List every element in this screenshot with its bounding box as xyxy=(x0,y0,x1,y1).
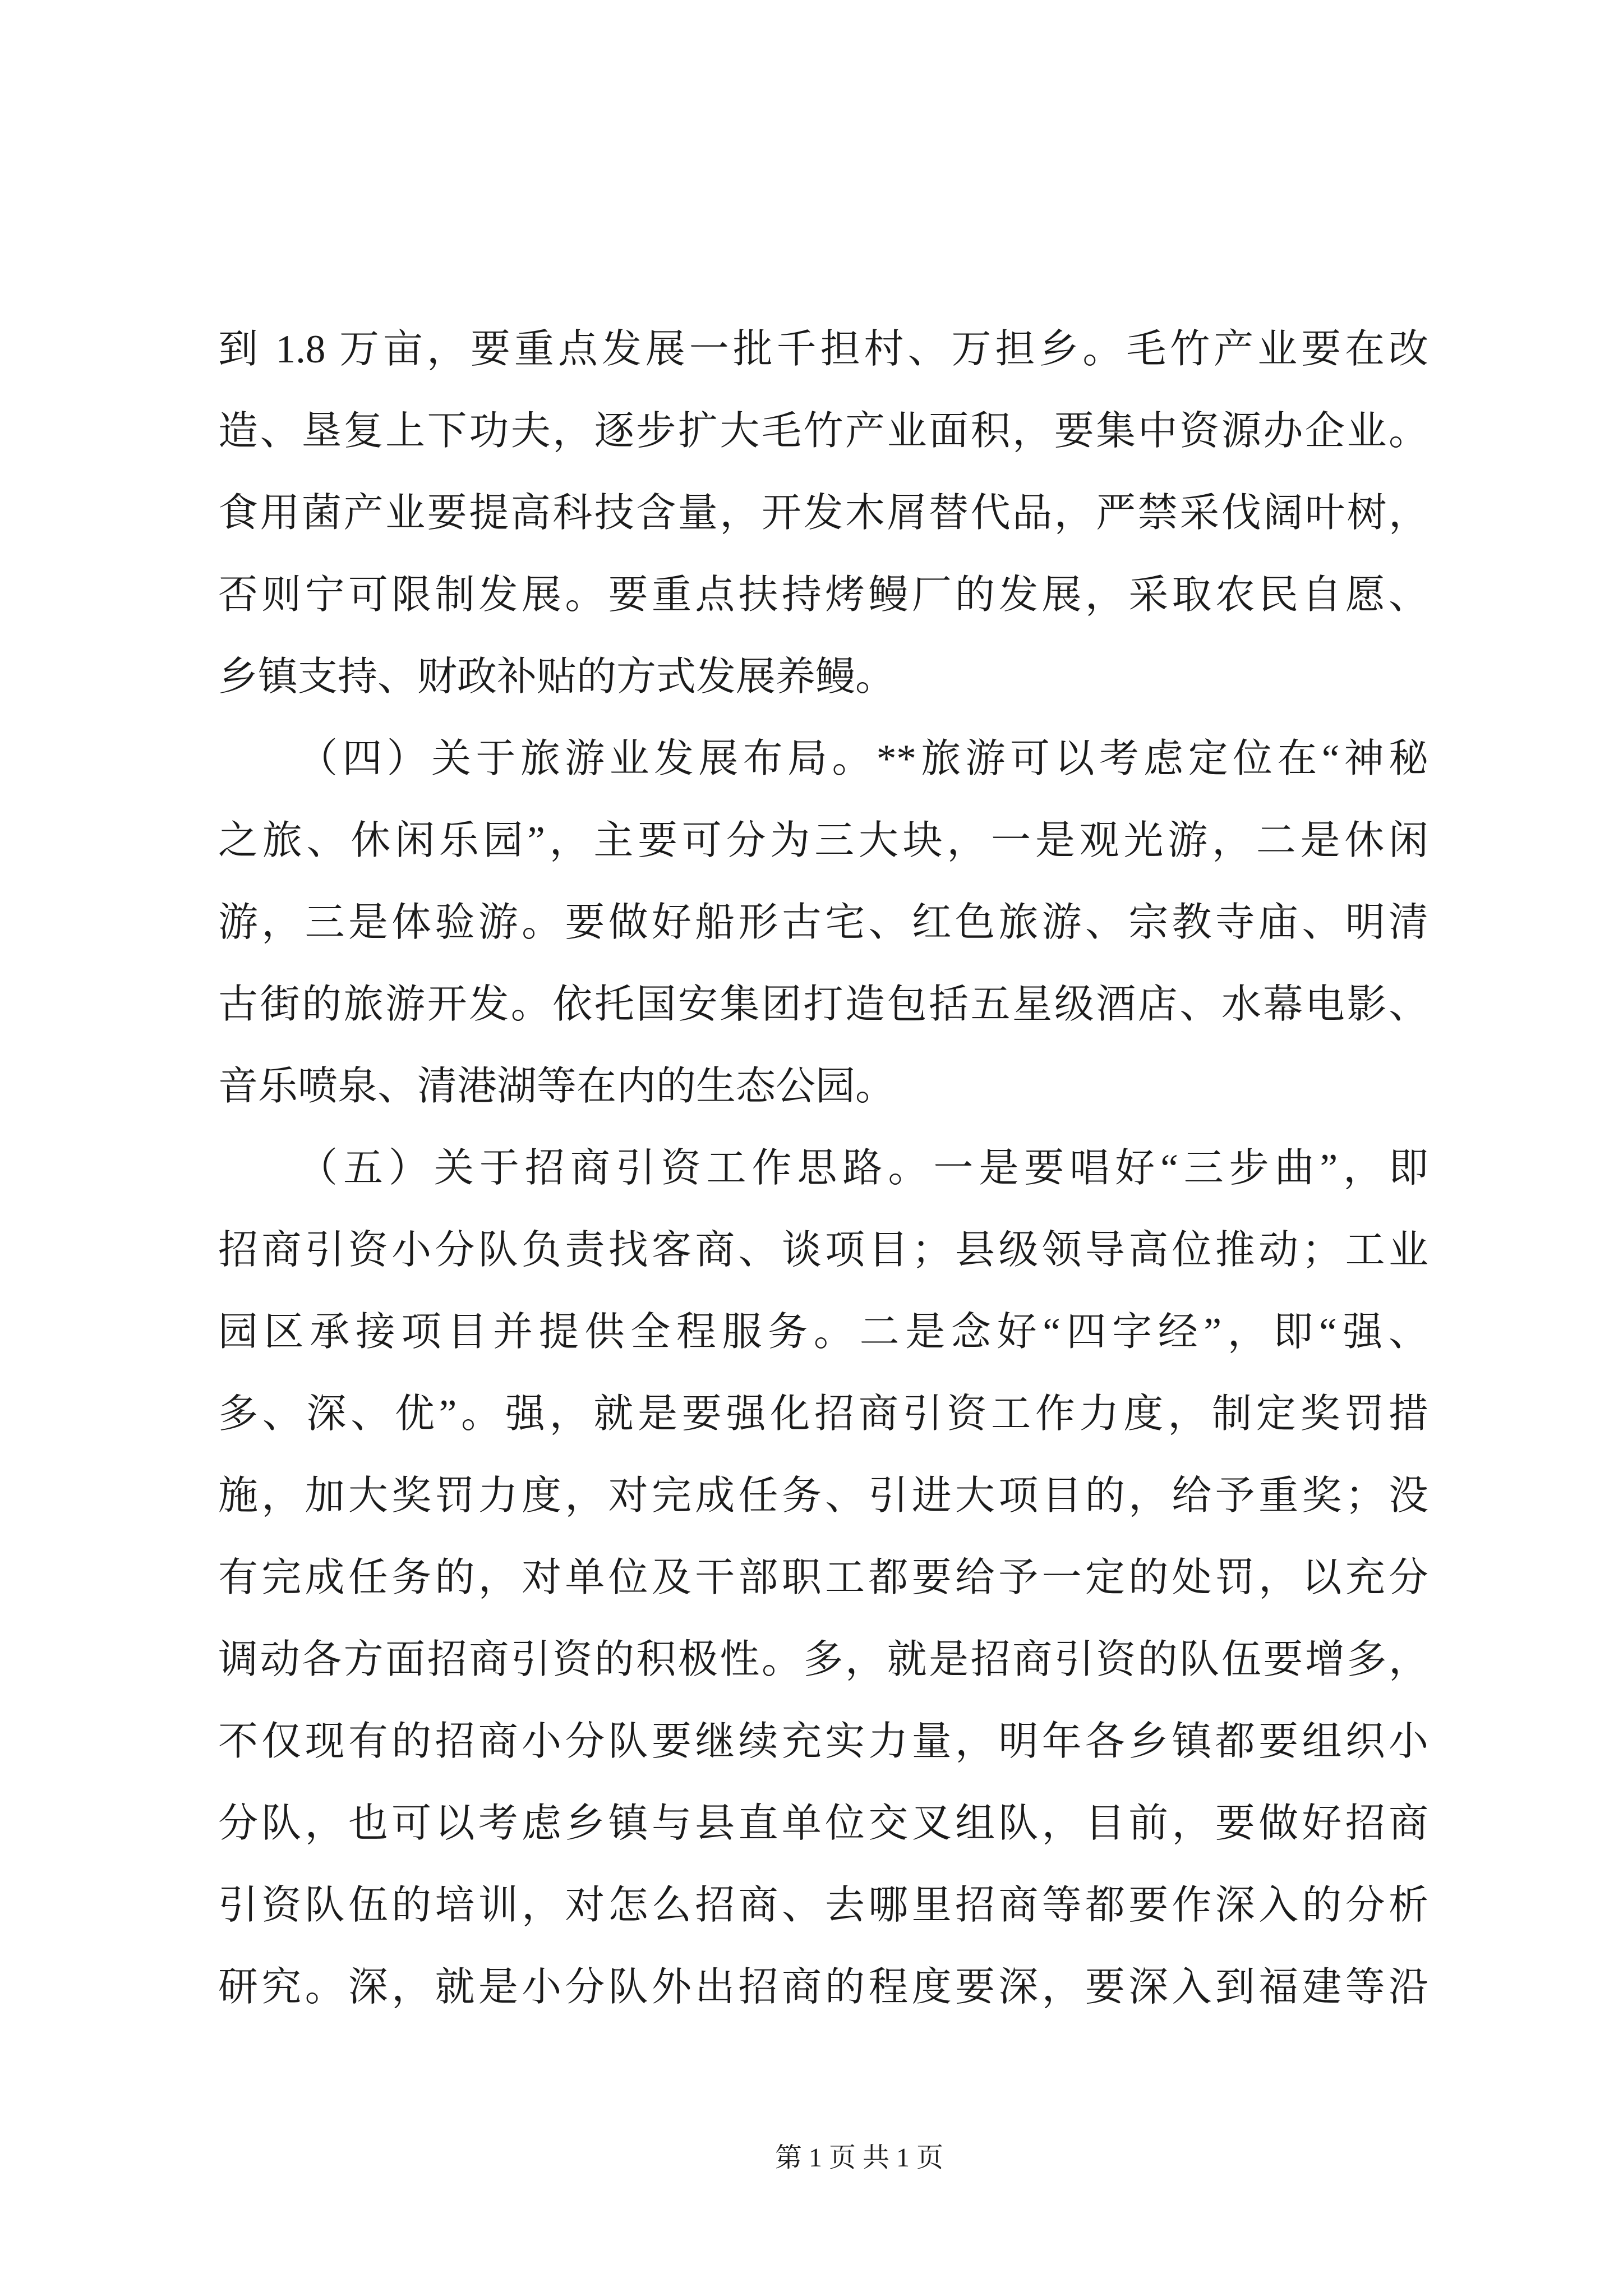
text-line: 造、垦复上下功夫，逐步扩大毛竹产业面积，要集中资源办企业。 xyxy=(218,409,1428,453)
text-line: 有完成任务的，对单位及干部职工都要给予一定的处罚，以充分 xyxy=(218,1556,1428,1600)
text-line: 食用菌产业要提高科技含量，开发木屑替代品，严禁采伐阔叶树， xyxy=(218,491,1428,535)
text-line: 到 1.8 万亩，要重点发展一批千担村、万担乡。毛竹产业要在改 xyxy=(218,328,1428,371)
text-line: 古街的旅游开发。依托国安集团打造包括五星级酒店、水幕电影、 xyxy=(218,983,1428,1027)
text-line: （五）关于招商引资工作思路。一是要唱好“三步曲”，即 xyxy=(298,1147,1428,1190)
text-line: （四）关于旅游业发展布局。**旅游可以考虑定位在“神秘 xyxy=(298,737,1428,781)
text-line: 不仅现有的招商小分队要继续充实力量，明年各乡镇都要组织小 xyxy=(218,1720,1428,1764)
text-line: 园区承接项目并提供全程服务。二是念好“四字经”，即“强、 xyxy=(218,1310,1428,1354)
body-text xyxy=(218,309,1428,2028)
text-line: 研究。深，就是小分队外出招商的程度要深，要深入到福建等沿 xyxy=(218,1966,1428,2009)
text-line: 否则宁可限制发展。要重点扶持烤鳗厂的发展，采取农民自愿、 xyxy=(218,573,1428,617)
paragraph-investment-ideas xyxy=(218,1128,1428,2028)
text-line: 之旅、休闲乐园”，主要可分为三大块，一是观光游，二是休闲 xyxy=(218,819,1428,863)
text-line: 招商引资小分队负责找客商、谈项目；县级领导高位推动；工业 xyxy=(218,1228,1428,1272)
text-line: 施，加大奖罚力度，对完成任务、引进大项目的，给予重奖；没 xyxy=(218,1474,1428,1518)
text-line: 游，三是体验游。要做好船形古宅、红色旅游、宗教寺庙、明清 xyxy=(218,901,1428,945)
text-line: 分队，也可以考虑乡镇与县直单位交叉组队，目前，要做好招商 xyxy=(218,1802,1428,1846)
text-line: 调动各方面招商引资的积极性。多，就是招商引资的队伍要增多， xyxy=(218,1638,1428,1682)
text-line: 引资队伍的培训，对怎么招商、去哪里招商等都要作深入的分析 xyxy=(218,1884,1428,1927)
page-footer: 第 1 页 共 1 页 xyxy=(774,2143,943,2173)
text-line: 音乐喷泉、清港湖等在内的生态公园。 xyxy=(218,1065,896,1108)
text-line: 多、深、优”。强，就是要强化招商引资工作力度，制定奖罚措 xyxy=(218,1392,1428,1436)
text-line: 乡镇支持、财政补贴的方式发展养鳗。 xyxy=(218,655,896,699)
paragraph-tourism-layout xyxy=(218,718,1428,1128)
paragraph-1 xyxy=(218,309,1428,718)
